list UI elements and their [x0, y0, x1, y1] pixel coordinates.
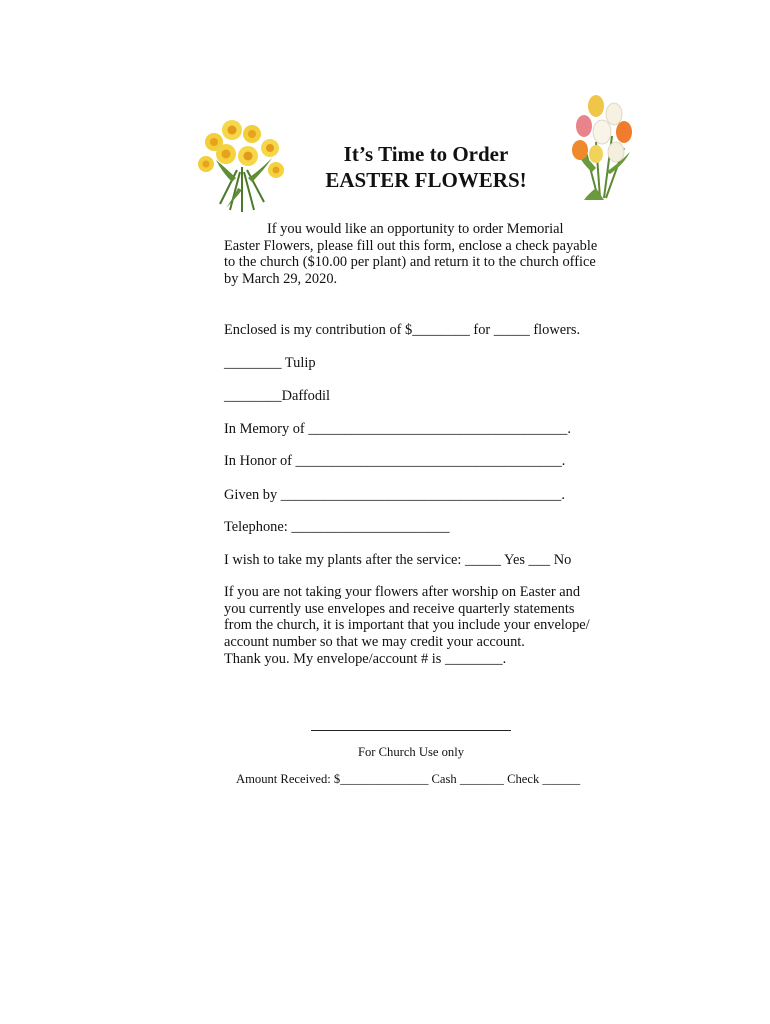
intro-paragraph: [224, 221, 597, 288]
intro-line: by March 29, 2020.: [224, 271, 338, 288]
notice-line: from the church, it is important that you include your envelope/: [224, 617, 590, 634]
in-honor-field[interactable]: In Honor of _____________________________________.: [224, 453, 566, 469]
contribution-field[interactable]: Enclosed is my contribution of $________ for _____ flowers.: [224, 322, 581, 338]
take-plants-choice[interactable]: I wish to take my plants after the service: _____ Yes ___ No: [224, 552, 572, 568]
church-use-label: For Church Use only: [358, 745, 464, 759]
in-memory-field[interactable]: In Memory of ____________________________________.: [224, 421, 571, 437]
intro-line: to the church ($10.00 per plant) and return it to the church office: [224, 254, 596, 271]
intro-line: Easter Flowers, please fill out this form, enclose a check payable: [224, 237, 598, 254]
tulip-quantity-field[interactable]: ________ Tulip: [224, 355, 316, 371]
envelope-account-field[interactable]: Thank you. My envelope/account # is ________.: [224, 650, 507, 667]
divider-line: [311, 730, 511, 731]
notice-line: you currently use envelopes and receive quarterly statements: [224, 600, 575, 617]
daffodil-bouquet-icon: [192, 112, 292, 214]
page-title: [300, 141, 552, 193]
envelope-notice: [224, 584, 590, 668]
daffodil-quantity-field[interactable]: ________Daffodil: [224, 388, 331, 404]
notice-line: account number so that we may credit your account.: [224, 634, 525, 651]
intro-line: If you would like an opportunity to order Memorial: [267, 221, 564, 237]
given-by-field[interactable]: Given by _______________________________________.: [224, 487, 565, 503]
tulip-bouquet-icon: [566, 92, 638, 202]
amount-received-field[interactable]: Amount Received: $______________ Cash _______ Check ______: [236, 772, 581, 786]
title-line-1: It’s Time to Order: [343, 142, 509, 166]
telephone-field[interactable]: Telephone: ______________________: [224, 519, 450, 535]
title-line-2: EASTER FLOWERS!: [325, 168, 527, 192]
notice-line: If you are not taking your flowers after worship on Easter and: [224, 584, 581, 600]
